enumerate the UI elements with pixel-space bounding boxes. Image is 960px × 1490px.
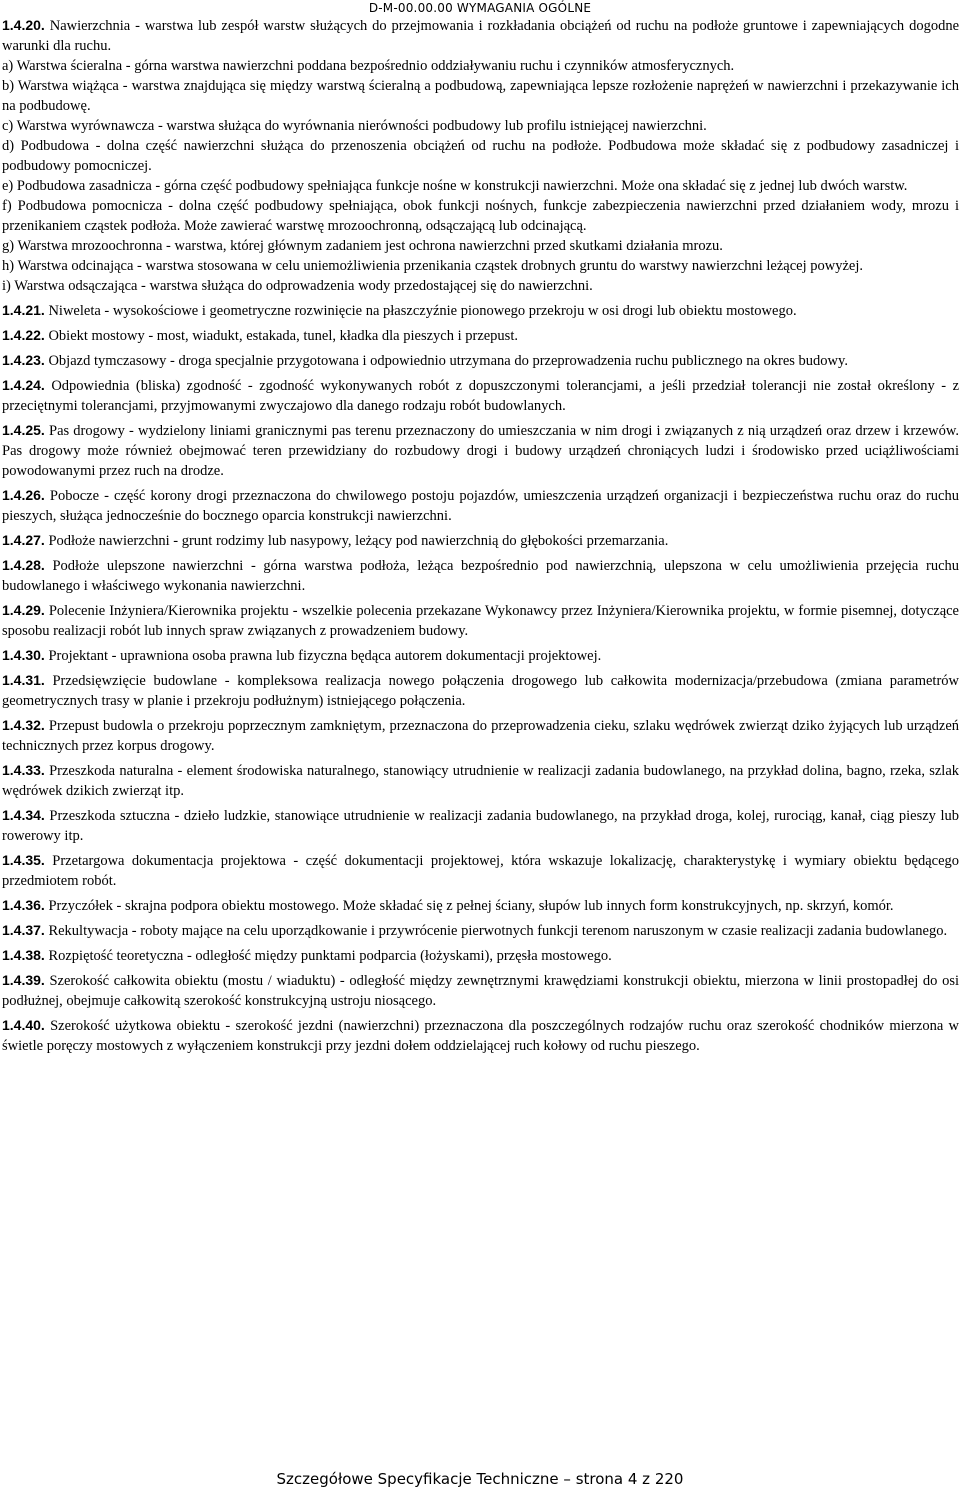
definition-number: 1.4.21. [2,302,45,318]
definition-number: 1.4.30. [2,647,45,663]
definitions-list [2,15,959,1060]
definition-text: Przeszkoda naturalna - element środowiska naturalnego, stanowiący utrudnienie w realizacji zadania budowlanego, na przykład dolina, bagno, rzeka, szlak wędrówek dzikich zwierząt itp. [2,763,960,799]
definition-entry [2,920,959,941]
definition-text: Przyczółek - skrajna podpora obiektu mostowego. Może składać się z pełnej ściany, słupów lub innych form konstrukcyjnych, np. skrzyń, komór. [48,898,894,914]
definition-entry [2,645,959,666]
definition-number: 1.4.25. [2,422,45,438]
running-header: D-M-00.00.00 WYMAGANIA OGÓLNE [368,1,592,15]
definition-number: 1.4.33. [2,762,45,778]
definition-text: Przepust budowla o przekroju poprzecznym zamkniętym, przeznaczona do przeprowadzenia cieku, szlaku wędrówek zwierząt dziko żyjących lub urządzeń technicznych przez korpus drogowy. [2,718,960,754]
definition-number: 1.4.22. [2,327,45,343]
definition-entry [2,805,959,846]
definition-number: 1.4.28. [2,557,45,573]
definition-number: 1.4.36. [2,897,45,913]
definition-entry [2,375,959,416]
definition-text: Przeszkoda sztuczna - dzieło ludzkie, stanowiące utrudnienie w realizacji zadania budowlanego, na przykład droga, kolej, rurociąg, kanał, ciąg pieszy lub rowerowy itp. [2,808,959,844]
definition-text: Pas drogowy - wydzielony liniami granicznymi pas terenu przeznaczony do umieszczania w nim drogi i związanych z nią urządzeń oraz drzew i krzewów. Pas drogowy może również obejmować teren przewidziany do rozbudowy drogi i budowy urządzeń chroniących ludzi i środowisko przed uciążliwościami powodowanymi przez ruch na drodze. [2,423,960,479]
definition-text: Objazd tymczasowy - droga specjalnie przygotowana i odpowiednio utrzymana do przeprowadzenia ruchu publicznego na okres budowy. [48,353,848,369]
definition-number: 1.4.26. [2,487,45,503]
definition-entry [2,15,959,56]
definition-entry [2,485,959,526]
definition-entry [2,715,959,756]
definition-entry [2,895,959,916]
definition-text: Odpowiednia (bliska) zgodność - zgodność wykonywanych robót z dopuszczonymi tolerancjami, a jeśli przedział tolerancji nie został określony - z przeciętnymi tolerancjami, przyjmowanymi zwyczajowo dla danego rodzaju robót budowlanych. [2,378,960,414]
definition-subitem: d) Podbudowa - dolna część nawierzchni służąca do przenoszenia obciążeń od ruchu na podłoże. Podbudowa może składać się z podbudowy zasadniczej i podbudowy pomocniczej. [2,138,959,174]
definition-entry [2,850,959,891]
definition-subitem: b) Warstwa wiążąca - warstwa znajdująca się między warstwą ścieralną a podbudową, zapewniająca lepsze rozłożenie naprężeń w nawierzchni i przekazywanie ich na podbudowę. [2,78,959,114]
definition-entry [2,325,959,346]
definition-text: Nawierzchnia - warstwa lub zespół warstw służących do przejmowania i rozkładania obciążeń od ruchu na podłoże gruntowe i zapewniających dogodne warunki dla ruchu. [2,18,960,54]
definition-text: Rekultywacja - roboty mające na celu uporządkowanie i przywrócenie pierwotnych funkcji terenom naruszonym w czasie realizacji zadania budowlanego. [48,923,948,939]
definition-text: Niweleta - wysokościowe i geometryczne rozwinięcie na płaszczyźnie pionowego przekroju w osi drogi lub obiektu mostowego. [48,303,797,319]
definition-subitem: h) Warstwa odcinająca - warstwa stosowana w celu uniemożliwienia przenikania cząstek drobnych gruntu do warstwy nawierzchni leżącej powyżej. [2,258,863,274]
definition-number: 1.4.35. [2,852,45,868]
definition-text: Szerokość całkowita obiektu (mostu / wiaduktu) - odległość między zewnętrznymi krawędziami konstrukcji obiektu, mierzona w linii prostopadłej do osi podłużnej, obejmuje całkowitą szerokość konstrukcyjną ustroju niosącego. [2,973,959,1009]
definition-entry [2,760,959,801]
definition-number: 1.4.29. [2,602,45,618]
definition-number: 1.4.37. [2,922,45,938]
definition-entry [2,350,959,371]
definition-entry [2,670,959,711]
definition-subitem: c) Warstwa wyrównawcza - warstwa służąca do wyrównania nierówności podbudowy lub profilu istniejącej nawierzchni. [2,118,707,134]
definition-text: Przedsięwzięcie budowlane - kompleksowa realizacja nowego połączenia drogowego lub całkowita modernizacja/przebudowa (zmiana parametrów geometrycznych trasy w planie i przekroju podłużnym) istniejącego połączenia. [2,673,959,709]
definition-entry [2,420,959,481]
definition-text: Podłoże nawierzchni - grunt rodzimy lub nasypowy, leżący pod nawierzchnią do głębokości przemarzania. [48,533,669,549]
definition-subitem: g) Warstwa mrozoochronna - warstwa, której głównym zadaniem jest ochrona nawierzchni przed skutkami działania mrozu. [2,238,723,254]
definition-text: Obiekt mostowy - most, wiadukt, estakada, tunel, kładka dla pieszych i przepust. [48,328,518,344]
definition-number: 1.4.32. [2,717,45,733]
definition-number: 1.4.39. [2,972,45,988]
definition-number: 1.4.31. [2,672,45,688]
definition-number: 1.4.24. [2,377,45,393]
definition-subitem: f) Podbudowa pomocnicza - dolna część podbudowy spełniająca, obok funkcji nośnych, funkcje zabezpieczenia nawierzchni przed działaniem wody, mrozu i przenikaniem cząstek podłoża. Może zawierać warstwę mrozoochronną, odsączającą lub odcinającą. [2,198,959,234]
definition-number: 1.4.40. [2,1017,45,1033]
definition-number: 1.4.38. [2,947,45,963]
definition-number: 1.4.34. [2,807,45,823]
definition-entry [2,945,959,966]
definition-number: 1.4.20. [2,17,45,33]
running-footer: Szczegółowe Specyfikacje Techniczne – strona 4 z 220 [276,1470,684,1488]
definition-subitem: i) Warstwa odsączająca - warstwa służąca do odprowadzenia wody przedostającej się do nawierzchni. [2,278,593,294]
definition-text: Projektant - uprawniona osoba prawna lub fizyczna będąca autorem dokumentacji projektowej. [48,648,602,664]
definition-entry [2,1015,959,1056]
definition-entry [2,970,959,1011]
definition-text: Polecenie Inżyniera/Kierownika projektu - wszelkie polecenia przekazane Wykonawcy przez Inżyniera/Kierownika projektu, w formie pisemnej, dotyczące sposobu realizacji robót lub innych spraw związanych z prowadzeniem budowy. [2,603,959,639]
definition-subitem: a) Warstwa ścieralna - górna warstwa nawierzchni poddana bezpośrednio oddziaływaniu ruchu i czynników atmosferycznych. [2,58,735,74]
definition-entry [2,300,959,321]
definition-text: Pobocze - część korony drogi przeznaczona do chwilowego postoju pojazdów, umieszczenia urządzeń organizacji i bezpieczeństwa ruchu oraz do ruchu pieszych, służąca jednocześnie do bocznego oparcia konstrukcji nawierzchni. [2,488,959,524]
definition-text: Szerokość użytkowa obiektu - szerokość jezdni (nawierzchni) przeznaczona dla poszczególnych rodzajów ruchu oraz szerokość chodników mierzona w świetle poręczy mostowych z wyłączeniem konstrukcji przy jezdni dołem oddzielającej ruch kołowy od ruchu pieszego. [2,1018,960,1054]
definition-entry [2,555,959,596]
definition-number: 1.4.27. [2,532,45,548]
definition-entry [2,600,959,641]
definition-subitem: e) Podbudowa zasadnicza - górna część podbudowy spełniająca funkcje nośne w konstrukcji nawierzchni. Może ona składać się z jednej lub dwóch warstw. [2,178,908,194]
definition-text: Rozpiętość teoretyczna - odległość między punktami podparcia (łożyskami), przęsła mostowego. [48,948,612,964]
definition-entry [2,530,959,551]
definition-text: Podłoże ulepszone nawierzchni - górna warstwa podłoża, leżąca bezpośrednio pod nawierzchnią, ulepszona w celu umożliwienia przejęcia ruchu budowlanego i właściwego wykonania nawierzchni. [2,558,960,594]
definition-number: 1.4.23. [2,352,45,368]
definition-text: Przetargowa dokumentacja projektowa - część dokumentacji projektowej, która wskazuje lokalizację, charakterystykę i wymiary obiektu będącego przedmiotem robót. [2,853,959,889]
